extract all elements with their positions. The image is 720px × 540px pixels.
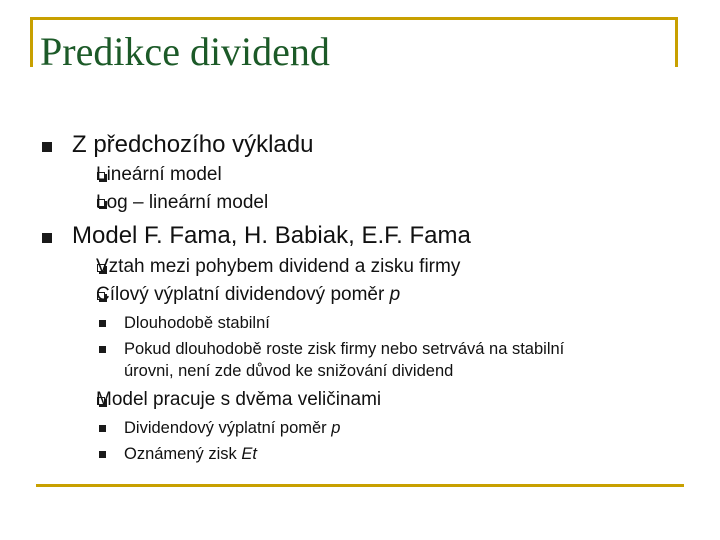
title-frame-top-line <box>30 17 678 20</box>
bullet-2-3: Model pracuje s dvěma veličinami <box>96 389 382 410</box>
bullet-2-2-1: Dlouhodobě stabilní <box>124 314 270 332</box>
square-bullet-icon <box>42 142 52 152</box>
slide-title: Predikce dividend <box>40 29 330 74</box>
bullet-1-1: Lineární model <box>96 164 222 185</box>
bullet-2-3-2: Oznámený zisk Et <box>124 445 257 463</box>
square-bullet-icon <box>42 233 52 243</box>
bullet-1-2: Log – lineární model <box>96 192 269 213</box>
bullet-1: Z předchozího výkladu <box>72 131 314 158</box>
bullet-2-2-2-line-1: Pokud dlouhodobě roste zisk firmy nebo setrvává na stabilní <box>124 340 565 358</box>
square-bullet-icon <box>99 346 106 353</box>
bullet-2-2-2-line-2: úrovni, není zde důvod ke snižování dividend <box>124 362 454 380</box>
bottom-accent-line <box>36 484 684 487</box>
bullet-2-3-1: Dividendový výplatní poměr p <box>124 419 341 437</box>
bullet-2: Model F. Fama, H. Babiak, E.F. Fama <box>72 222 471 249</box>
square-bullet-icon <box>99 451 106 458</box>
square-bullet-icon <box>99 320 106 327</box>
title-frame-right-line <box>675 17 678 67</box>
bullet-2-2: Cílový výplatní dividendový poměr p <box>96 284 401 305</box>
title-frame-left-line <box>30 17 33 67</box>
square-bullet-icon <box>99 425 106 432</box>
bullet-2-1: Vztah mezi pohybem dividend a zisku firmy <box>96 256 461 277</box>
